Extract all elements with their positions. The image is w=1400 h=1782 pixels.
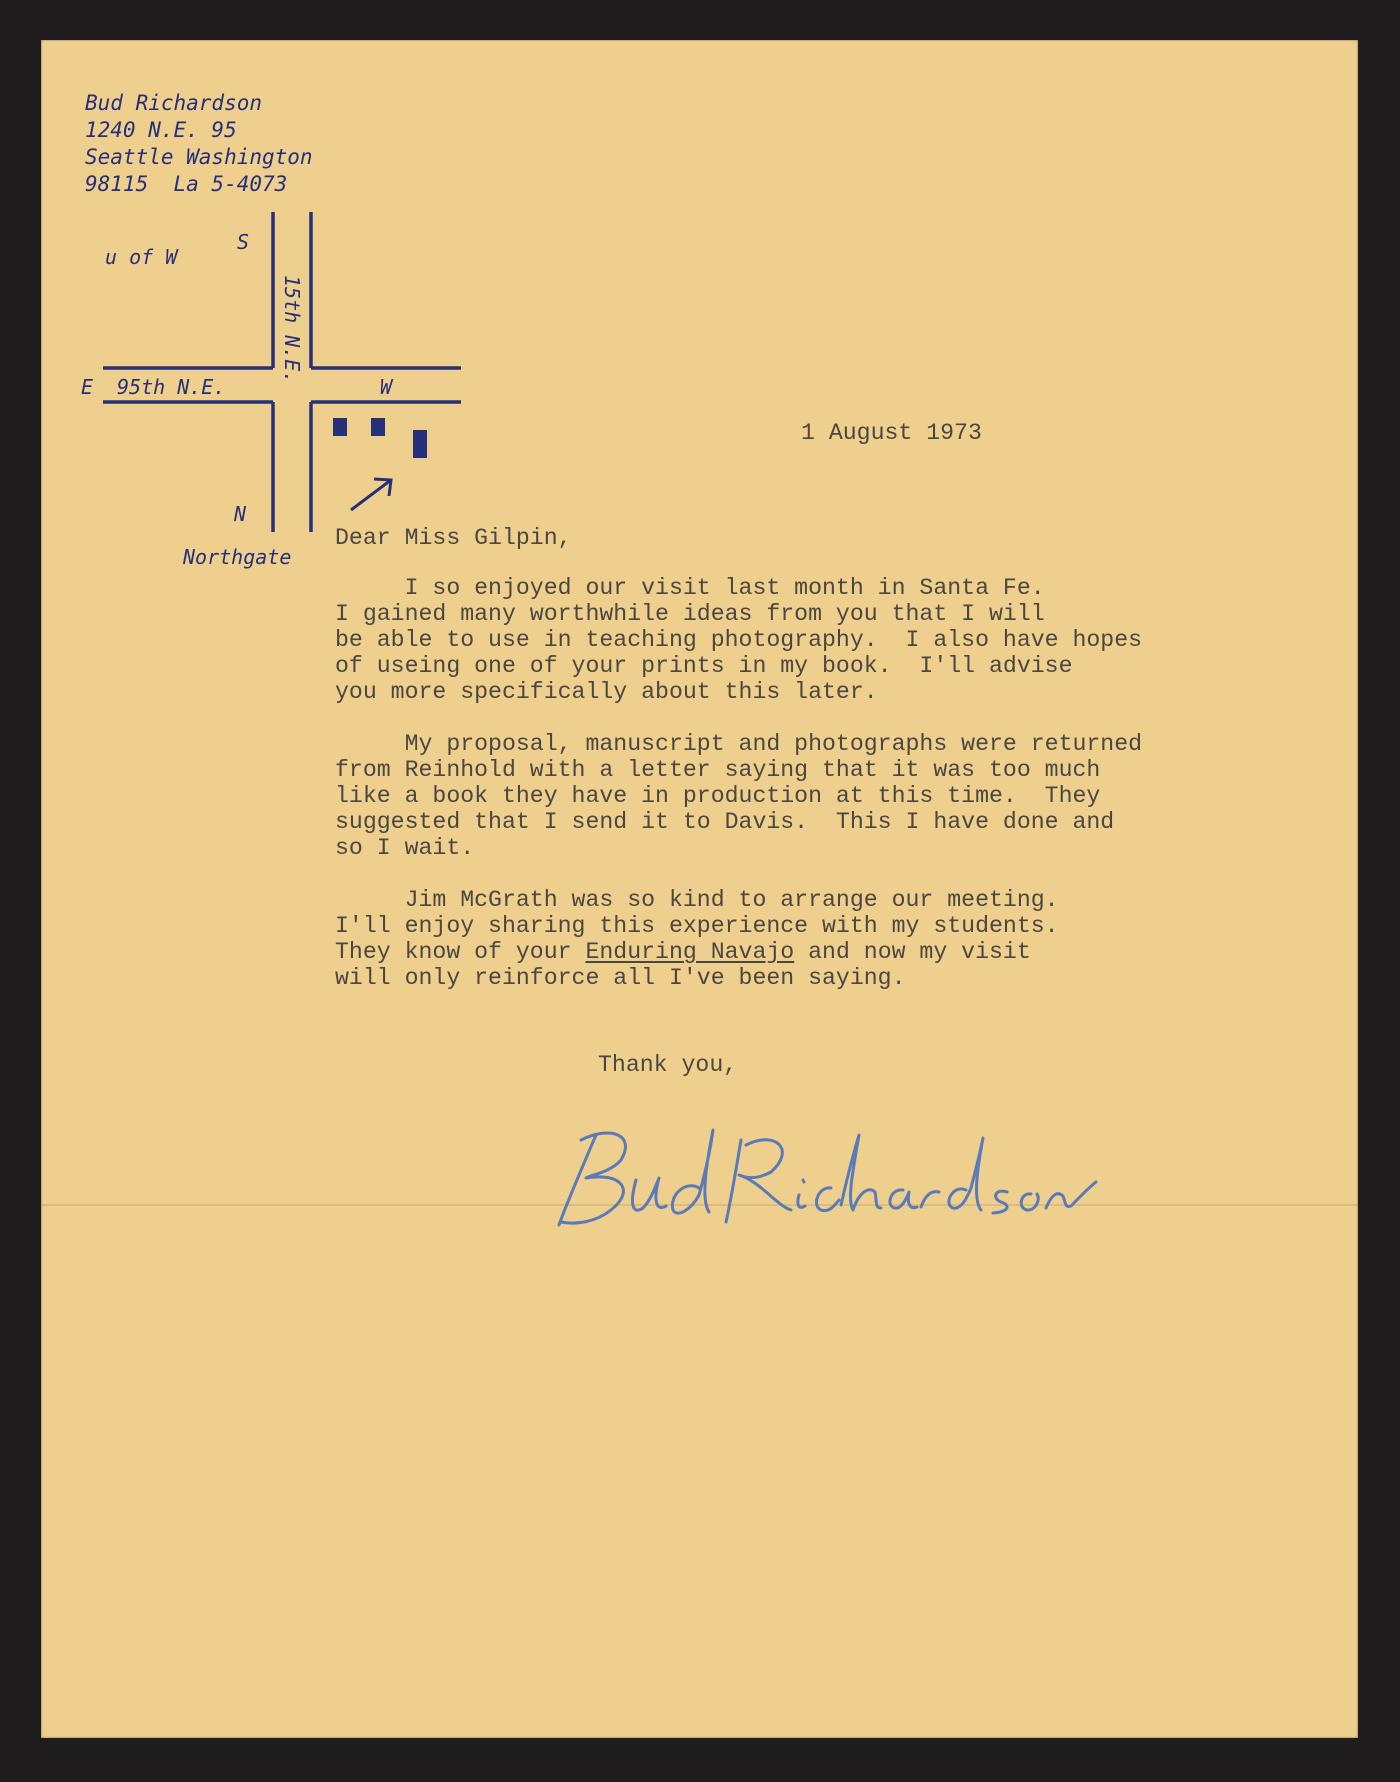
sender-city: Seattle Washington [85,145,313,169]
signature [541,1110,1101,1240]
paragraph-3 [335,887,1295,991]
letter-body [335,575,1295,1017]
text-line: be able to use in teaching photography. I also have hopes [335,627,1143,653]
text-line: suggested that I send it to Davis. This I have done and [335,809,1115,835]
arrow-icon [351,479,391,510]
closing: Thank you, [598,1052,738,1078]
text-line: will only reinforce all I've been saying. [335,965,906,991]
map-label-west: W [380,375,393,399]
text-line: I gained many worthwhile ideas from you that I will [335,601,1045,627]
paragraph-1 [335,575,1295,705]
salutation: Dear Miss Gilpin, [335,525,572,551]
map-label-east: E [81,375,94,399]
building-marker [333,418,347,436]
text-line: Jim McGrath was so kind to arrange our meeting. [335,887,1059,913]
paragraph-2 [335,731,1295,861]
map-label-u-of-w: u of W [105,245,178,269]
building-marker [371,418,385,436]
text-line: of useing one of your prints in my book. I'll advise [335,653,1073,679]
letter-page [41,40,1358,1738]
text-line [335,939,1295,965]
text-line: My proposal, manuscript and photographs were returned [335,731,1143,757]
text-line: I'll enjoy sharing this experience with my students. [335,913,1059,939]
map-label-95th: 95th N.E. [117,375,226,399]
text-line: like a book they have in production at this time. They [335,783,1101,809]
map-label-northgate: Northgate [183,545,292,569]
text-line: I so enjoyed our visit last month in Santa Fe. [335,575,1045,601]
sender-zip-phone: 98115 La 5-4073 [85,172,288,196]
sender-name: Bud Richardson [85,91,263,115]
letter-date: 1 August 1973 [801,420,982,446]
text-line: from Reinhold with a letter saying that it was too much [335,757,1101,783]
map-buildings [333,418,427,458]
book-title: Enduring Navajo [585,939,795,965]
map-label-north: N [234,502,247,526]
text-line: so I wait. [335,835,475,861]
building-marker [413,430,427,458]
map-label-15th: 15th N.E. [280,275,304,384]
sender-address: 1240 N.E. 95 [85,118,237,142]
map-label-south: S [237,230,250,254]
text-line: you more specifically about this later. [335,679,878,705]
text-segment: and now my visit [794,939,1031,965]
text-segment: They know of your [335,939,586,965]
